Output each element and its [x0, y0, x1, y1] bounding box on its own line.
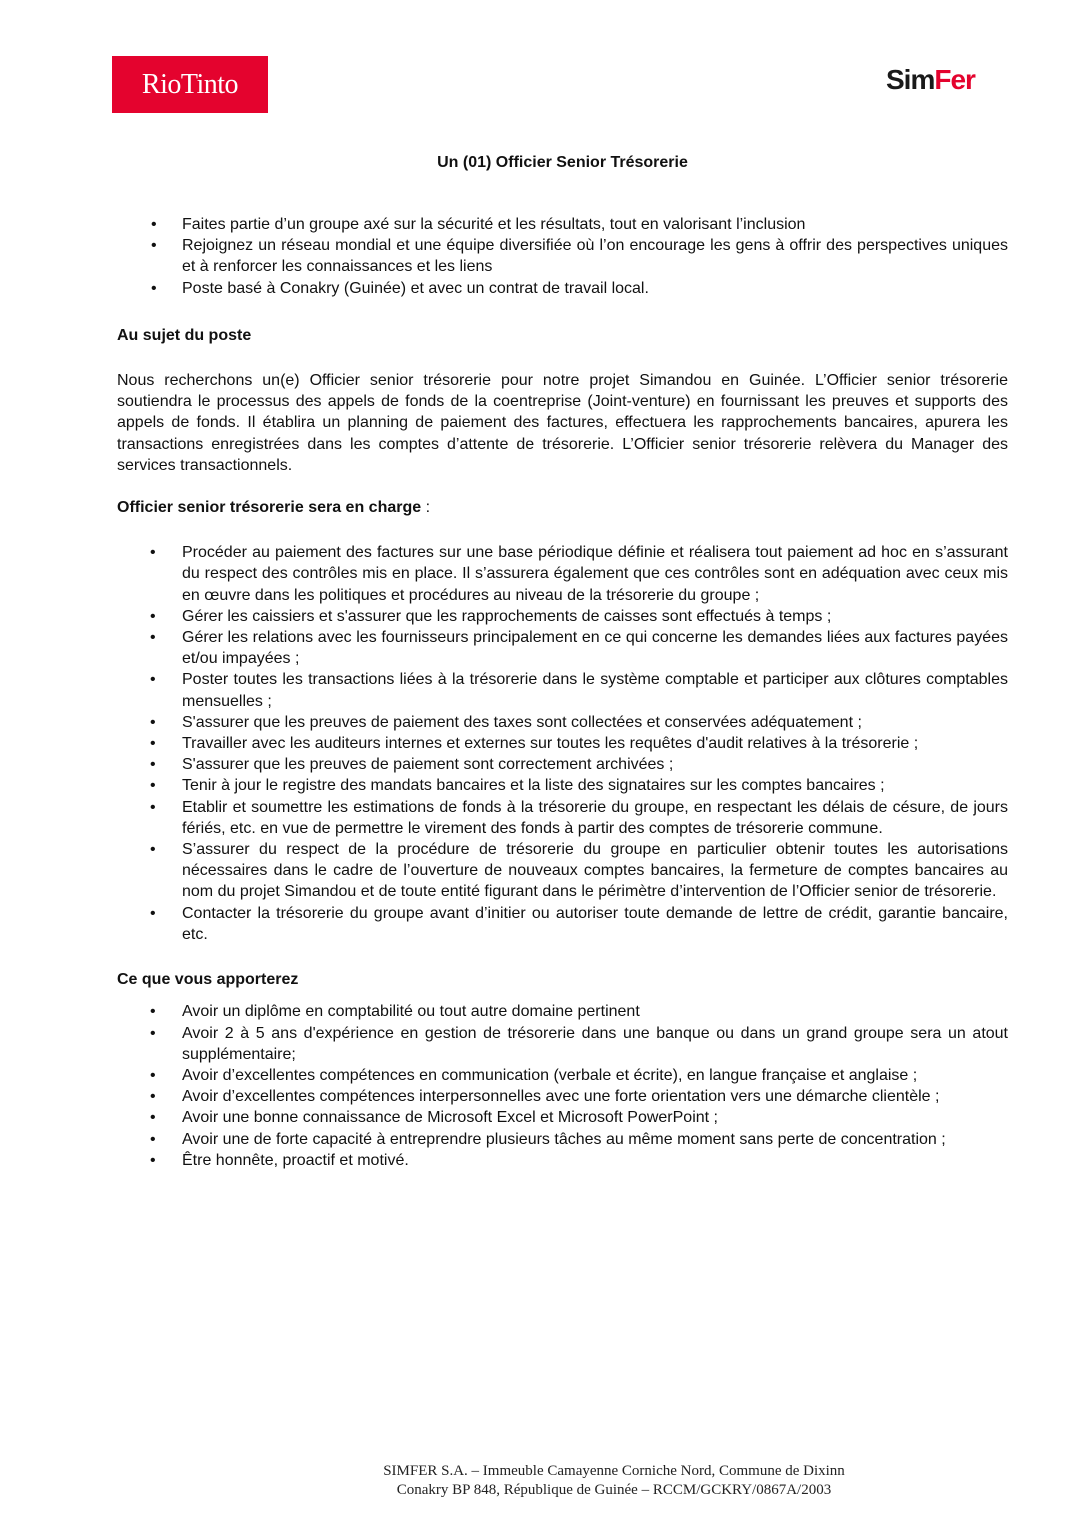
bullet-icon: • [150, 798, 156, 816]
list-item: • Gérer les relations avec les fournisseurs principalement en ce qui concerne les demandes liées aux factures payées et/ou impayées ; [150, 629, 1008, 668]
list-item: • Tenir à jour le registre des mandats bancaires et la liste des signataires sur les comptes bancaires ; [117, 775, 1008, 796]
list-item: • S'assurer que les preuves de paiement sont correctement archivées ; [117, 754, 1008, 775]
bullet-icon: • [150, 1003, 156, 1021]
footer-line-1: SIMFER S.A. – Immeuble Camayenne Corniche Nord, Commune de Dixinn [383, 1463, 845, 1479]
list-item: • Avoir une de forte capacité à entreprendre plusieurs tâches au même moment sans perte de concentration ; [117, 1129, 1008, 1150]
simfer-logo [886, 64, 975, 96]
section-heading-requirements: Ce que vous apporterez [117, 971, 299, 989]
bullet-icon: • [150, 544, 156, 562]
list-item: • Travailler avec les auditeurs internes et externes sur toutes les requêtes d'audit relatives à la trésorerie ; [117, 733, 1008, 754]
section-heading-responsibilities: Officier senior trésorerie sera en charge : [117, 499, 431, 517]
bullet-icon: • [150, 713, 156, 731]
bullet-icon: • [151, 237, 157, 255]
list-item: • Être honnête, proactif et motivé. [117, 1150, 1008, 1171]
list-item: • Contacter la trésorerie du groupe avant d’initier ou autoriser toute demande de lettre de crédit, garantie bancaire, etc. [150, 904, 1008, 943]
list-item: • Faites partie d’un groupe axé sur la sécurité et les résultats, tout en valorisant l’inclusion [117, 214, 1008, 235]
bullet-icon: • [150, 1066, 156, 1084]
list-item: • Avoir d’excellentes compétences interpersonnelles avec une forte orientation vers une démarche clientèle ; [117, 1086, 1008, 1107]
bullet-icon: • [150, 1109, 156, 1127]
bullet-icon: • [151, 216, 157, 233]
document-body [117, 214, 1008, 1171]
list-item: • Avoir un diplôme en comptabilité ou tout autre domaine pertinent [117, 1001, 1008, 1022]
rio-tinto-logo [112, 56, 268, 113]
list-item: • Etablir et soumettre les estimations de fonds à la trésorerie du groupe, en respectant les délais de césure, de jours fériés, etc. en vue de permettre le virement des fonds à partir des comptes de trésorerie commune. [150, 798, 1008, 837]
list-item: • Procéder au paiement des factures sur une base périodique définie et réalisera tout paiement ad hoc en s’assurant du respect des contrôles mis en place. Il s’assurera également que ces contrôles sont en adéquation avec ceux mis en œuvre dans les politiques et procédures au niveau de la trésorerie du groupe ; [150, 544, 1008, 604]
bullet-icon: • [150, 607, 156, 625]
footer-line-2: Conakry BP 848, République de Guinée – RCCM/GCKRY/0867A/2003 [396, 1482, 832, 1498]
bullet-icon: • [150, 629, 156, 647]
bullet-icon: • [150, 756, 156, 774]
list-item: • S'assurer que les preuves de paiement des taxes sont collectées et conservées adéquatement ; [117, 712, 1008, 733]
list-item: • Poster toutes les transactions liées à la trésorerie dans le système comptable et participer aux clôtures comptables mensuelles ; [150, 671, 1008, 710]
simfer-logo-fer: Fer [934, 64, 975, 95]
bullet-icon: • [150, 671, 156, 689]
section-heading-about: Au sujet du poste [117, 326, 252, 344]
bullet-icon: • [150, 1151, 156, 1169]
bullet-icon: • [150, 841, 156, 859]
list-item: • S’assurer du respect de la procédure de trésorerie du groupe en particulier obtenir toutes les autorisations nécessaires dans le cadre de l’ouverture de nouveaux comptes bancaires, la fermeture de comptes bancaires au nom du projet Simandou et de toute entité figurant dans le périmètre d’intervention de l’Officier senior de trésorerie. [150, 841, 1008, 901]
list-item: • Gérer les caissiers et s'assurer que les rapprochements de caisses sont effectués à temps ; [117, 606, 1008, 627]
list-item: • Avoir une bonne connaissance de Microsoft Excel et Microsoft PowerPoint ; [117, 1107, 1008, 1128]
bullet-icon: • [150, 735, 156, 753]
page-footer [0, 1462, 1086, 1500]
requirements-list [117, 1001, 1008, 1171]
bullet-icon: • [150, 777, 156, 795]
simfer-logo-sim: Sim [886, 64, 935, 95]
responsibilities-list [117, 542, 1008, 945]
rio-tinto-logo-text: RioTinto [141, 68, 239, 100]
bullet-icon: • [150, 904, 156, 922]
bullet-icon: • [151, 279, 157, 297]
about-paragraph: Nous recherchons un(e) Officier senior trésorerie pour notre projet Simandou en Guinée. L’Officier senior trésorerie soutiendra le processus des appels de fonds de la coentreprise (Joint-venture) en fournissant les preuves et supports des appels de fonds. Il établira un planning de paiement des factures, effectuera les rapprochements bancaires, apurera les transactions enregistrées dans les comptes d’attente de trésorerie. L’Officier senior trésorerie relèvera du Manager des services transactionnels. [117, 372, 1008, 474]
page-title: Un (01) Officier Senior Trésorerie [437, 154, 688, 171]
list-item: • Poste basé à Conakry (Guinée) et avec un contrat de travail local. [117, 278, 1008, 299]
bullet-icon: • [150, 1024, 156, 1042]
list-item: • Avoir 2 à 5 ans d'expérience en gestion de trésorerie dans une banque ou dans un grand groupe sera un atout supplémentaire; [150, 1024, 1008, 1063]
bullet-icon: • [150, 1088, 156, 1106]
intro-bullet-list [117, 214, 1008, 299]
list-item: • Avoir d’excellentes compétences en communication (verbale et écrite), en langue française et anglaise ; [117, 1065, 1008, 1086]
list-item: • Rejoignez un réseau mondial et une équipe diversifiée où l’on encourage les gens à offrir des perspectives uniques et à renforcer les connaissances et les liens [151, 237, 1008, 276]
bullet-icon: • [150, 1130, 156, 1148]
